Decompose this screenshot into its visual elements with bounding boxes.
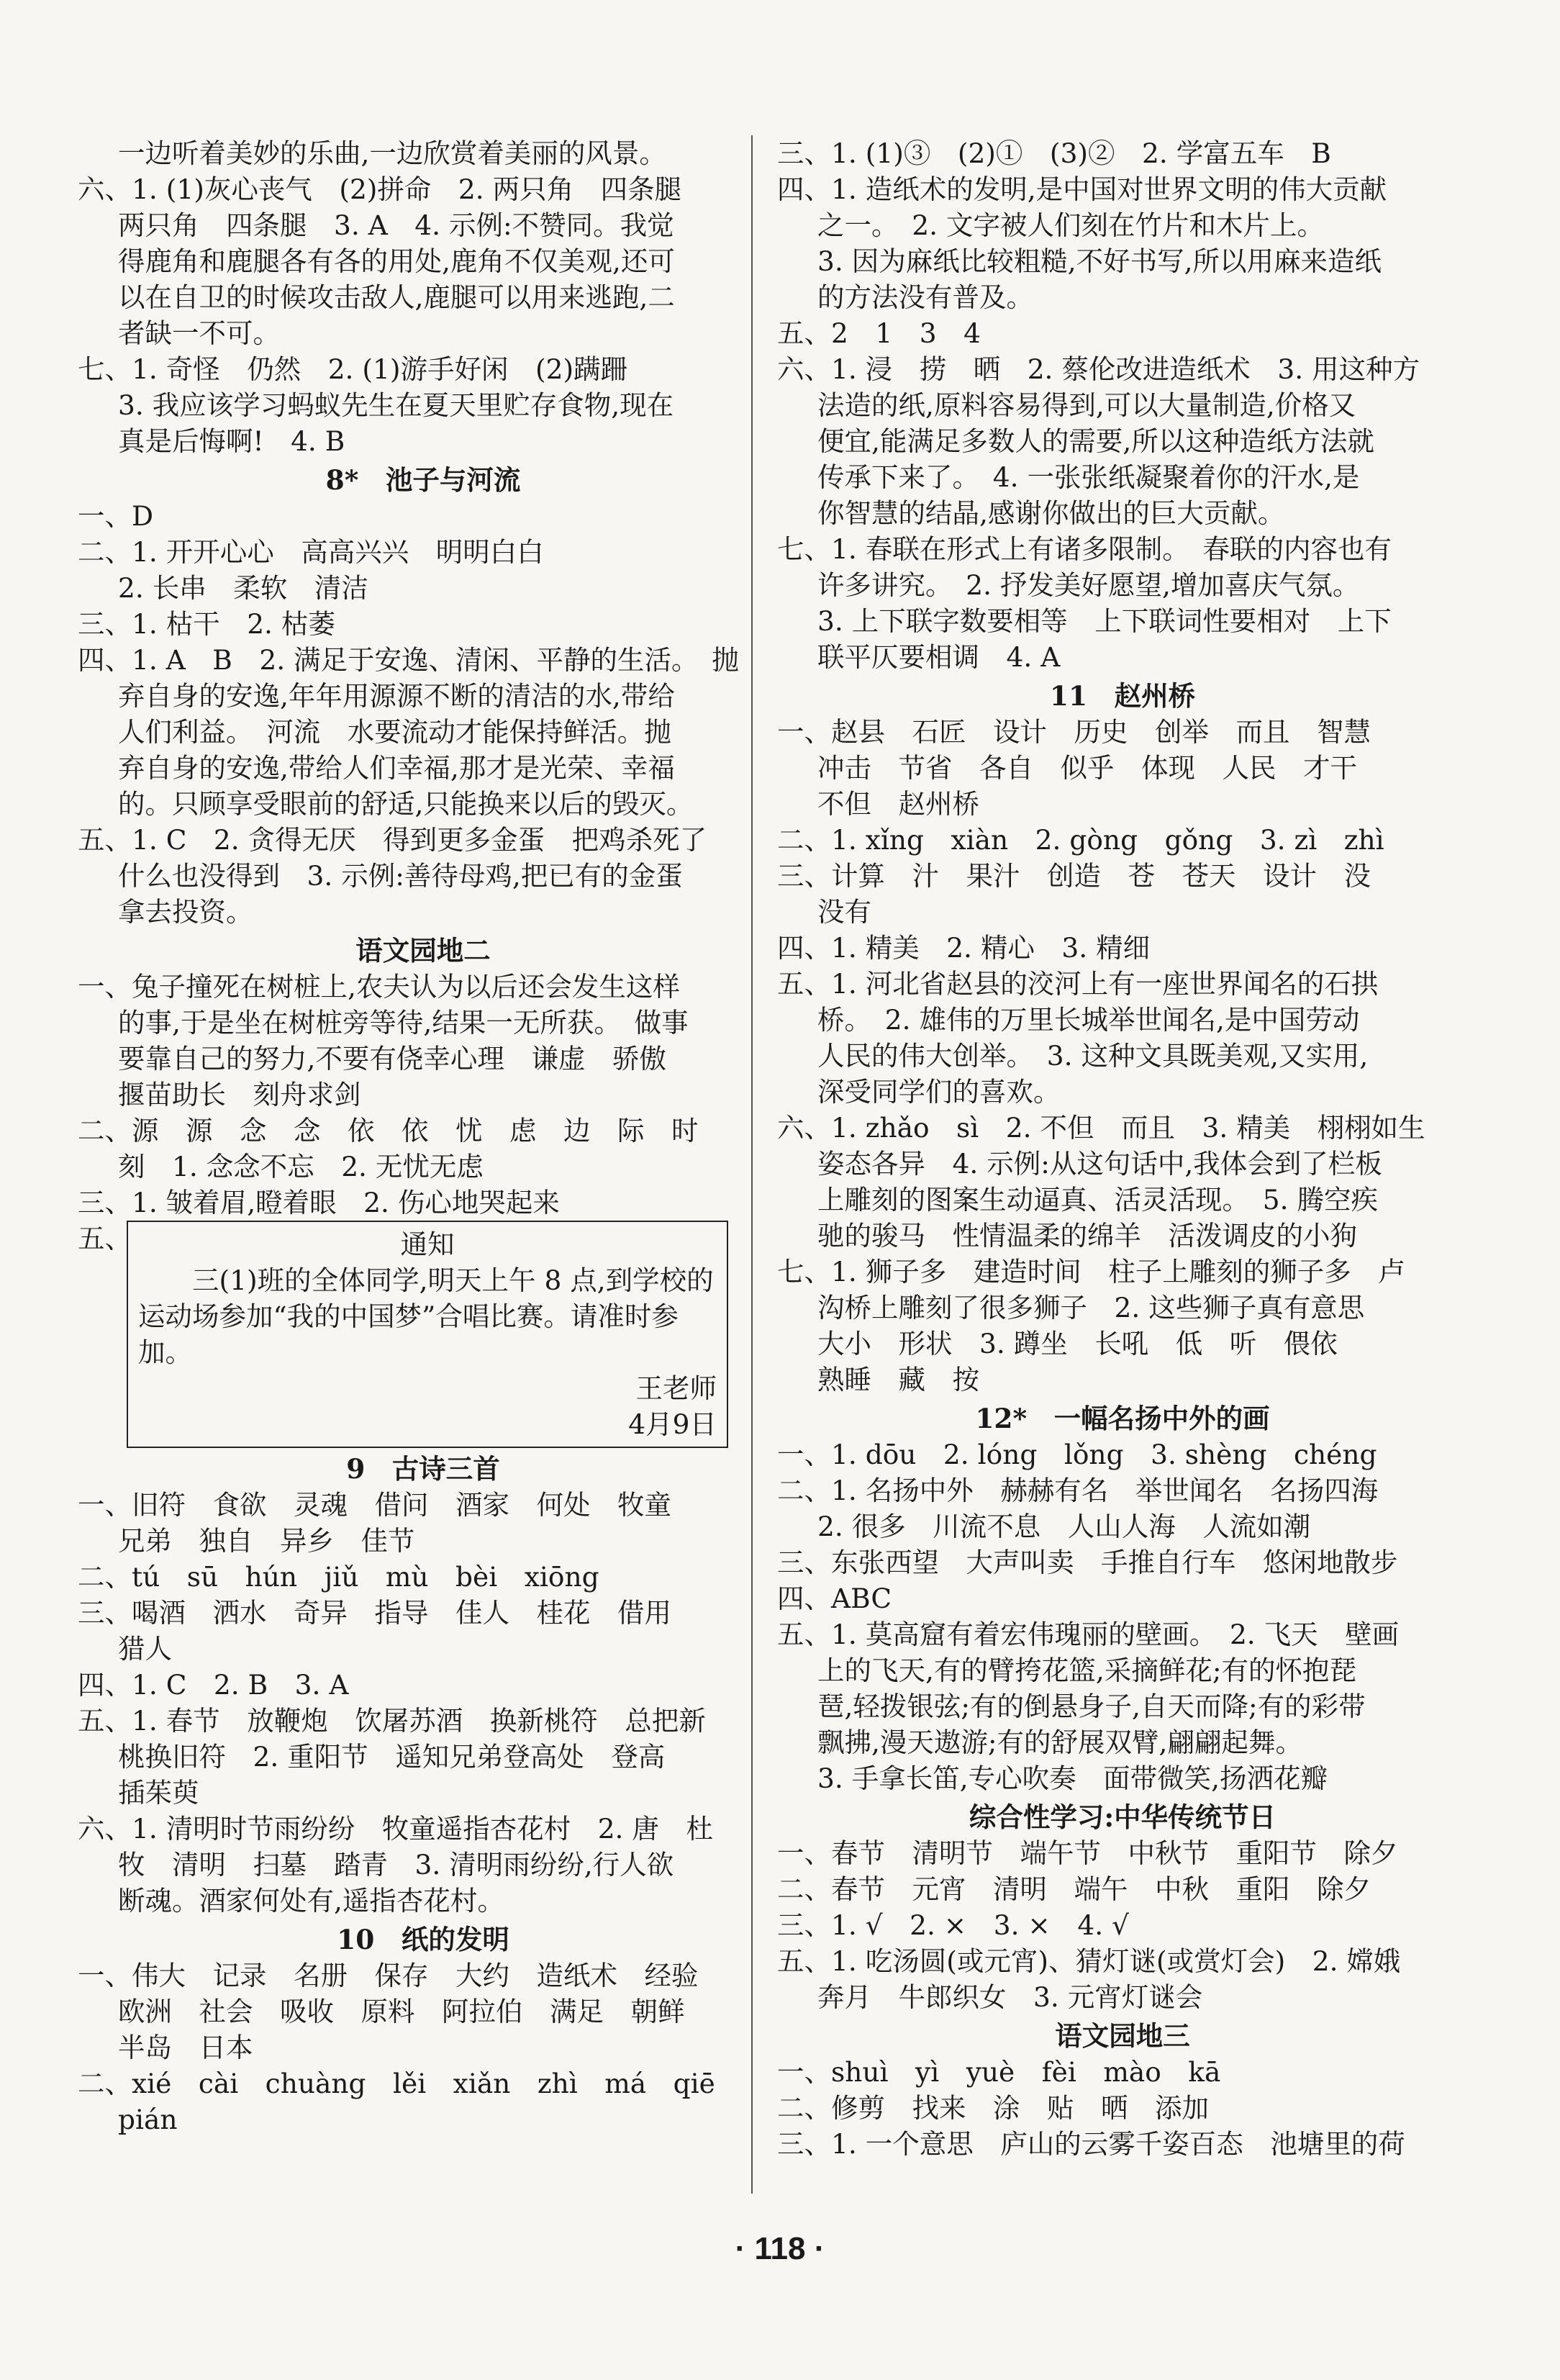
section-lesson-11 — [777, 714, 1468, 1398]
answer-line: 上的飞天,有的臂挎花篮,采摘鲜花;有的怀抱琵 — [817, 1655, 1356, 1686]
answer-line: 3. 上下联字数要相等 上下联词性要相对 上下 — [817, 605, 1392, 637]
answer-line: 四、1. 造纸术的发明,是中国对世界文明的伟大贡献 — [777, 173, 1387, 205]
answer-line: 五、1. 莫高窟有着宏伟瑰丽的壁画。 2. 飞天 壁画 — [777, 1619, 1400, 1650]
section-yuwen-garden-2 — [78, 969, 768, 1221]
answer-line: 桃换旧符 2. 重阳节 遥知兄弟登高处 登高 — [118, 1741, 666, 1773]
notice-body: 三(1)班的全体同学,明天上午 8 点,到学校的运动场参加“我的中国梦”合唱比赛。请准时参加。 — [138, 1264, 714, 1368]
answer-line: 许多讲究。 2. 抒发美好愿望,增加喜庆气氛。 — [817, 569, 1360, 601]
answer-line: 一、D — [78, 500, 154, 532]
answer-line: 一、伟大 记录 名册 保存 大约 造纸术 经验 — [78, 1960, 699, 1991]
answer-line: 三、1. 皱着眉,瞪着眼 2. 伤心地哭起来 — [78, 1187, 560, 1218]
answer-line: 姿态各异 4. 示例:从这句话中,我体会到了栏板 — [817, 1148, 1382, 1180]
answer-line: 牧 清明 扫墓 踏青 3. 清明雨纷纷,行人欲 — [118, 1849, 674, 1881]
answer-line: 二、春节 元宵 清明 端午 中秋 重阳 除夕 — [777, 1873, 1371, 1905]
answer-line: 六、1. 浸 捞 晒 2. 蔡伦改进造纸术 3. 用这种方 — [777, 353, 1420, 385]
answer-line: 弃自身的安逸,年年用源源不断的清洁的水,带给 — [118, 680, 675, 712]
answer-line: 奔月 牛郎织女 3. 元宵灯谜会 — [817, 1981, 1203, 2013]
answer-line: 半岛 日本 — [118, 2032, 253, 2063]
answer-line: 一、赵县 石匠 设计 历史 创举 而且 智慧 — [777, 716, 1371, 748]
answer-line: 之一。 2. 文字被人们刻在竹片和木片上。 — [817, 209, 1324, 241]
answer-line: 插茱萸 — [118, 1777, 199, 1809]
section-lesson-8 — [78, 498, 768, 930]
heading-lesson-8: 8* 池子与河流 — [325, 464, 521, 496]
section-7-continued — [78, 135, 768, 459]
answer-line: 2. 长串 柔软 清洁 — [118, 572, 368, 604]
notice-signer: 王老师 — [635, 1372, 717, 1404]
answer-line: 什么也没得到 3. 示例:善待母鸡,把已有的金蛋 — [118, 860, 683, 892]
answer-line: 人们利益。 河流 水要流动才能保持鲜活。抛 — [118, 716, 671, 748]
heading-yuwen-garden-3: 语文园地三 — [1055, 2020, 1190, 2052]
answer-line: 便宜,能满足多数人的需要,所以这种造纸方法就 — [817, 425, 1374, 457]
answer-line: 3. 我应该学习蚂蚁先生在夏天里贮存食物,现在 — [118, 389, 674, 421]
answer-line: 两只角 四条腿 3. A 4. 示例:不赞同。我觉 — [118, 209, 674, 241]
answer-line: 没有 — [817, 896, 871, 928]
answer-line: 3. 因为麻纸比较粗糙,不好书写,所以用麻来造纸 — [817, 245, 1382, 277]
answer-line: 六、1. (1)灰心丧气 (2)拼命 2. 两只角 四条腿 — [78, 173, 682, 205]
answer-line: pián — [118, 2104, 178, 2135]
notice-box — [127, 1221, 728, 1448]
section-yuwen-garden-3 — [777, 2054, 1468, 2162]
answer-line: 联平仄要相调 4. A — [817, 641, 1061, 673]
heading-festival-study: 综合性学习:中华传统节日 — [969, 1801, 1276, 1833]
answer-line: 六、1. 清明时节雨纷纷 牧童遥指杏花村 2. 唐 杜 — [78, 1813, 713, 1845]
answer-line: 兄弟 独自 异乡 佳节 — [118, 1525, 415, 1557]
right-column — [777, 135, 1468, 2162]
notice-answer — [78, 1221, 768, 1448]
answer-line: 五、1. 吃汤圆(或元宵)、猜灯谜(或赏灯会) 2. 嫦娥 — [777, 1945, 1401, 1977]
answer-line: 五、2 1 3 4 — [777, 317, 981, 349]
answer-line: 五、1. C 2. 贪得无厌 得到更多金蛋 把鸡杀死了 — [78, 824, 707, 856]
answer-line: 真是后悔啊! 4. B — [118, 425, 345, 457]
answer-line: 深受同学们的喜欢。 — [817, 1076, 1061, 1108]
answer-line: 一、兔子撞死在树桩上,农夫认为以后还会发生这样 — [78, 971, 680, 1003]
answer-line: 五、1. 河北省赵县的洨河上有一座世界闻名的石拱 — [777, 968, 1379, 1000]
answer-line: 三、计算 汁 果汁 创造 苍 苍天 设计 没 — [777, 860, 1371, 892]
answer-line: 的事,于是坐在树桩旁等待,结果一无所获。 做事 — [118, 1007, 689, 1039]
notice-title: 通知 — [400, 1229, 455, 1260]
answer-line: 四、1. 精美 2. 精心 3. 精细 — [777, 932, 1151, 964]
answer-line: 琶,轻拨银弦;有的倒悬身子,自天而降;有的彩带 — [817, 1691, 1366, 1722]
answer-line: 的方法没有普及。 — [817, 281, 1033, 313]
section-lesson-10 — [78, 1958, 768, 2137]
answer-line: 一、春节 清明节 端午节 中秋节 重阳节 除夕 — [777, 1837, 1398, 1869]
answer-line: 猎人 — [118, 1633, 172, 1665]
heading-lesson-10: 10 纸的发明 — [337, 1924, 509, 1955]
answer-line: 飘拂,漫天遨游;有的舒展双臂,翩翩起舞。 — [817, 1727, 1302, 1758]
answer-line: 大小 形状 3. 蹲坐 长吼 低 听 偎依 — [817, 1328, 1338, 1359]
answer-line: 揠苗助长 刻舟求剑 — [118, 1079, 361, 1110]
answer-line: 七、1. 奇怪 仍然 2. (1)游手好闲 (2)蹒跚 — [78, 353, 628, 385]
answer-line: 以在自卫的时候攻击敌人,鹿腿可以用来逃跑,二 — [118, 281, 675, 313]
answer-line: 二、xié cài chuàng lěi xiǎn zhì má qiē — [78, 2068, 715, 2099]
answer-line: 二、修剪 找来 涂 贴 晒 添加 — [777, 2092, 1209, 2124]
answer-line: 三、1. √ 2. × 3. × 4. √ — [777, 1909, 1129, 1941]
answer-line: 得鹿角和鹿腿各有各的用处,鹿角不仅美观,还可 — [118, 245, 675, 277]
answer-line: 传承下来了。 4. 一张张纸凝聚着你的汗水,是 — [817, 461, 1360, 493]
notice-date: 4月9日 — [628, 1408, 717, 1440]
answer-line: 一、shuì yì yuè fèi mào kā — [777, 2056, 1221, 2088]
answer-line: 你智慧的结晶,感谢你做出的巨大贡献。 — [817, 497, 1285, 529]
heading-lesson-11: 11 赵州桥 — [1049, 680, 1196, 712]
answer-line: 的。只顾享受眼前的舒适,只能换来以后的毁灭。 — [118, 788, 694, 820]
heading-lesson-9: 9 古诗三首 — [346, 1453, 500, 1485]
left-column — [78, 135, 768, 2137]
answer-line: 上雕刻的图案生动逼真、活灵活现。 5. 腾空疾 — [817, 1184, 1378, 1216]
answer-line: 四、1. A B 2. 满足于安逸、清闲、平静的生活。 抛 — [78, 644, 739, 676]
answer-line: 一、旧符 食欲 灵魂 借问 酒家 何处 牧童 — [78, 1489, 671, 1521]
page-number: · 118 · — [735, 2231, 825, 2266]
answer-line: 沟桥上雕刻了很多狮子 2. 这些狮子真有意思 — [817, 1292, 1365, 1324]
answer-line: 六、1. zhǎo sì 2. 不但 而且 3. 精美 栩栩如生 — [777, 1112, 1425, 1144]
notice-label: 五、 — [78, 1223, 132, 1254]
answer-line: 三、1. (1)③ (2)① (3)② 2. 学富五车 B — [777, 137, 1331, 169]
answer-line: 一、1. dōu 2. lóng lǒng 3. shèng chéng — [777, 1439, 1377, 1470]
answer-line: 二、tú sū hún jiǔ mù bèi xiōng — [78, 1561, 599, 1593]
answer-line: 刻 1. 念念不忘 2. 无忧无虑 — [118, 1151, 484, 1182]
answer-line: 3. 手拿长笛,专心吹奏 面带微笑,扬洒花瓣 — [817, 1763, 1328, 1794]
answer-line: 七、1. 春联在形式上有诸多限制。 春联的内容也有 — [777, 533, 1392, 565]
section-lesson-12 — [777, 1436, 1468, 1796]
answer-line: 者缺一不可。 — [118, 317, 280, 349]
answer-line: 驰的骏马 性情温柔的绵羊 活泼调皮的小狗 — [817, 1220, 1357, 1252]
answer-line: 二、源 源 念 念 依 依 忧 虑 边 际 时 — [78, 1115, 699, 1146]
heading-lesson-12: 12* 一幅名扬中外的画 — [975, 1403, 1270, 1434]
answer-line: 四、ABC — [777, 1583, 892, 1614]
heading-yuwen-garden-2: 语文园地二 — [355, 935, 491, 967]
answer-line: 五、1. 春节 放鞭炮 饮屠苏酒 换新桃符 总把新 — [78, 1705, 706, 1737]
answer-line: 三、1. 一个意思 庐山的云雾千姿百态 池塘里的荷 — [777, 2128, 1405, 2160]
answer-line: 人民的伟大创举。 3. 这种文具既美观,又实用, — [817, 1040, 1369, 1072]
answer-line: 弃自身的安逸,带给人们幸福,那才是光荣、幸福 — [118, 752, 675, 784]
answer-line: 三、东张西望 大声叫卖 手推自行车 悠闲地散步 — [777, 1547, 1398, 1578]
answer-line: 要靠自己的努力,不要有侥幸心理 谦虚 骄傲 — [118, 1043, 666, 1074]
answer-line: 四、1. C 2. B 3. A — [78, 1669, 349, 1701]
section-lesson-9 — [78, 1487, 768, 1919]
answer-line: 欧洲 社会 吸收 原料 阿拉伯 满足 朝鲜 — [118, 1996, 685, 2027]
section-festival-study — [777, 1835, 1468, 2015]
section-lesson-10-continued — [777, 135, 1468, 675]
answer-line: 二、1. xǐng xiàn 2. gòng gǒng 3. zì zhì — [777, 824, 1384, 856]
answer-line: 断魂。酒家何处有,遥指杏花村。 — [118, 1885, 504, 1917]
answer-line: 拿去投资。 — [118, 896, 253, 928]
answer-line: 冲击 节省 各自 似乎 体现 人民 才干 — [817, 752, 1357, 784]
answer-line: 七、1. 狮子多 建造时间 柱子上雕刻的狮子多 卢 — [777, 1256, 1405, 1288]
answer-line: 二、1. 名扬中外 赫赫有名 举世闻名 名扬四海 — [777, 1475, 1379, 1506]
answer-line: 不但 赵州桥 — [817, 788, 979, 820]
answer-line: 三、喝酒 洒水 奇异 指导 佳人 桂花 借用 — [78, 1597, 671, 1629]
answer-line: 法造的纸,原料容易得到,可以大量制造,价格又 — [817, 389, 1356, 421]
answer-line: 桥。 2. 雄伟的万里长城举世闻名,是中国劳动 — [817, 1004, 1360, 1036]
answer-line: 二、1. 开开心心 高高兴兴 明明白白 — [78, 536, 544, 568]
answer-line: 熟睡 藏 按 — [817, 1364, 979, 1395]
answer-line: 一边听着美妙的乐曲,一边欣赏着美丽的风景。 — [118, 137, 666, 169]
answer-line: 2. 很多 川流不息 人山人海 人流如潮 — [817, 1511, 1311, 1542]
answer-line: 三、1. 枯干 2. 枯萎 — [78, 608, 335, 640]
